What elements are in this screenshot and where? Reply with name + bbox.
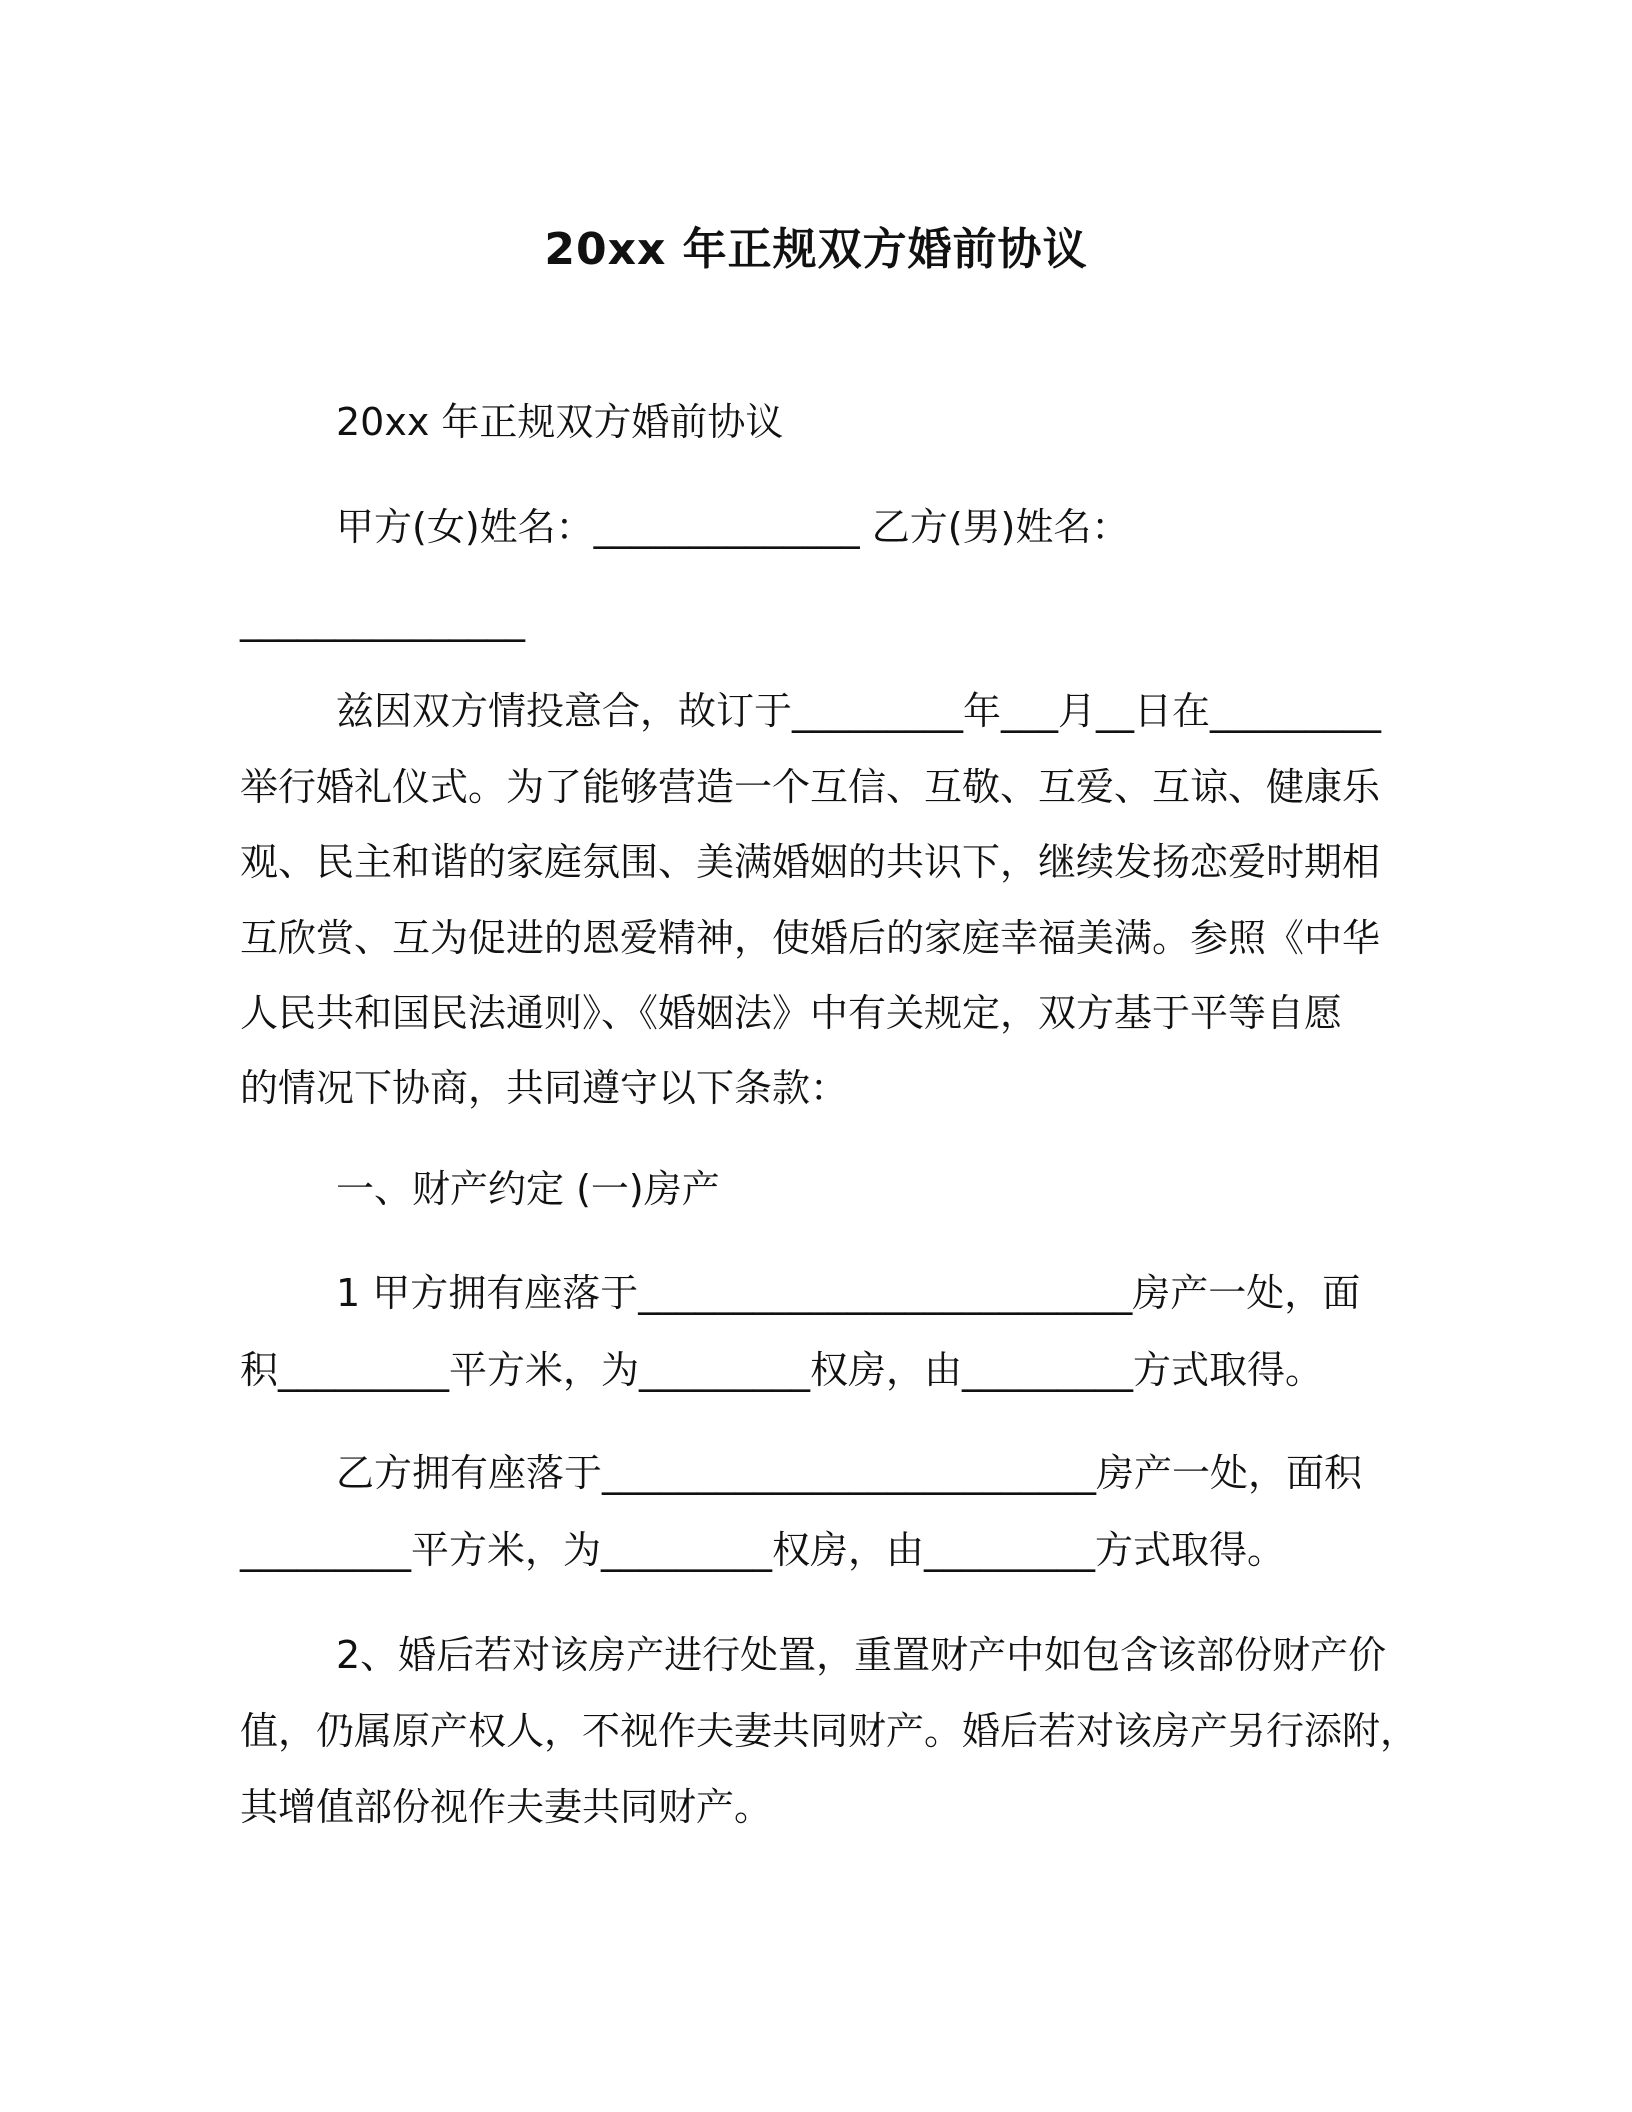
- clause-line: 2、婚后若对该房产进行处置，重置财产中如包含该部份财产价: [336, 1633, 1387, 1677]
- clause-line: 值，仍属原产权人，不视作夫妻共同财产。婚后若对该房产另行添附，: [240, 1709, 1419, 1753]
- clause-line: 乙方拥有座落于__________________________房产一处，面积: [336, 1451, 1363, 1495]
- document-title: 20xx 年正规双方婚前协议: [544, 224, 1088, 275]
- party-names-blank: _______________: [240, 598, 525, 642]
- section-heading: 一、财产约定 (一)房产: [336, 1167, 720, 1211]
- clause-line: 积_________平方米，为_________权房，由_________方式取得。: [240, 1348, 1324, 1392]
- clause-line: 其增值部份视作夫妻共同财产。: [240, 1785, 773, 1829]
- paragraph-line: 兹因双方情投意合，故订于_________年___月__日在_________: [336, 689, 1382, 733]
- paragraph-line: 的情况下协商，共同遵守以下条款：: [240, 1066, 849, 1110]
- paragraph-line: 互欣赏、互为促进的恩爱精神，使婚后的家庭幸福美满。参照《中华: [240, 916, 1381, 960]
- party-names-line: 甲方(女)姓名：______________ 乙方(男)姓名：: [336, 505, 1130, 549]
- clause-line: 1 甲方拥有座落于__________________________房产一处，面: [336, 1271, 1361, 1315]
- paragraph-line: 举行婚礼仪式。为了能够营造一个互信、互敬、互爱、互谅、健康乐: [240, 765, 1381, 809]
- paragraph-line: 人民共和国民法通则》、《婚姻法》中有关规定，双方基于平等自愿: [240, 991, 1343, 1035]
- paragraph-line: 观、民主和谐的家庭氛围、美满婚姻的共识下，继续发扬恋爱时期相: [240, 840, 1381, 884]
- clause-line: _________平方米，为_________权房，由_________方式取得。: [240, 1528, 1286, 1572]
- body-heading: 20xx 年正规双方婚前协议: [336, 400, 784, 444]
